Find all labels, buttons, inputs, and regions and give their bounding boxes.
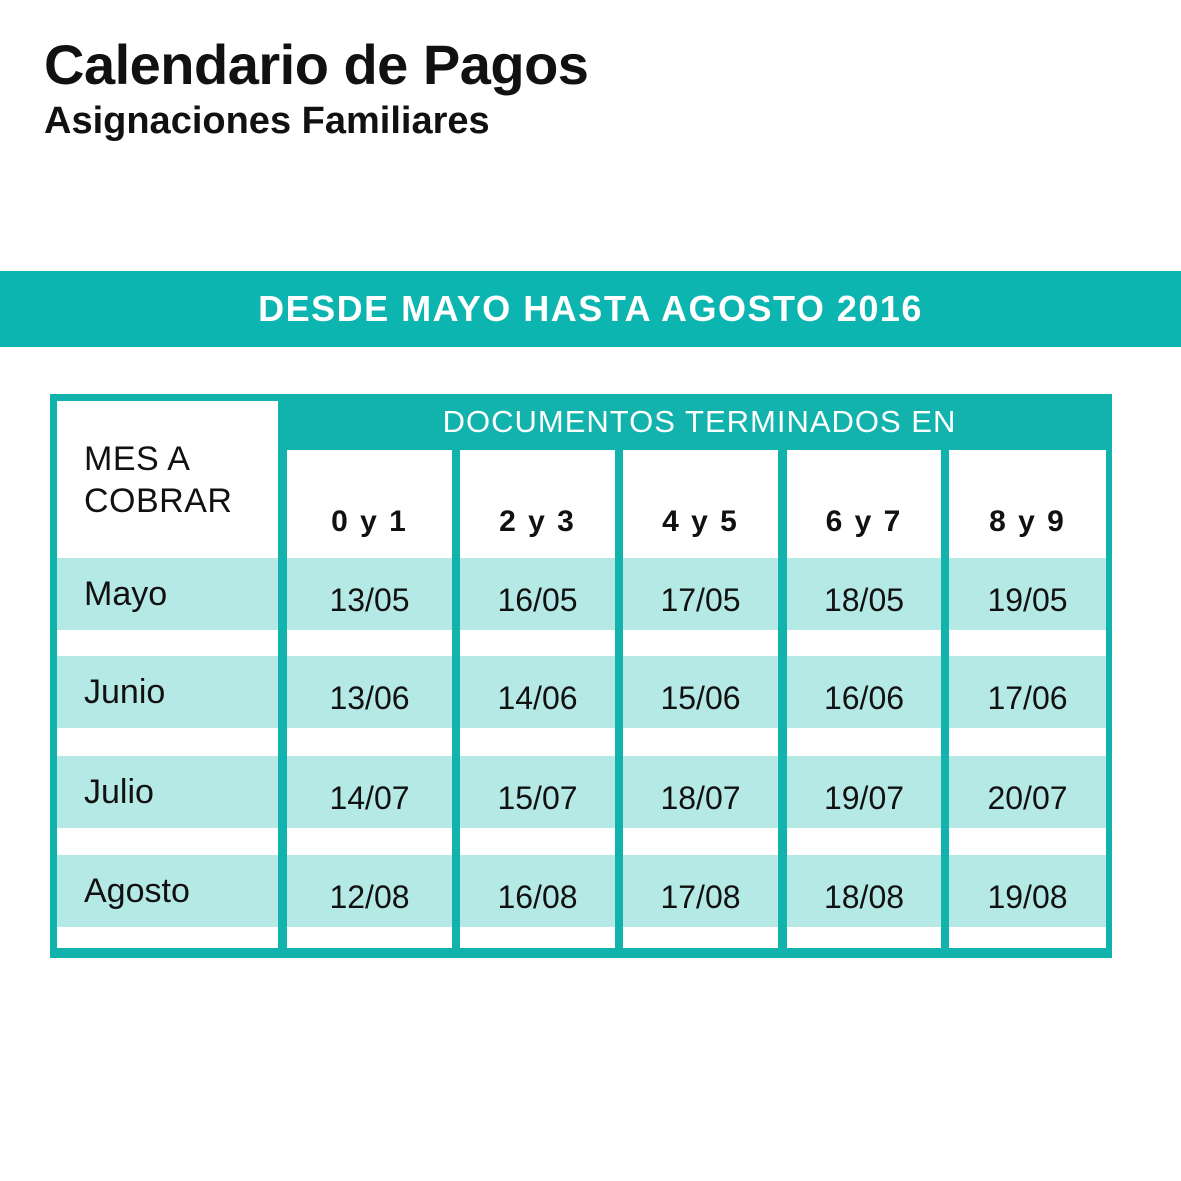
- date-cell: 16/08: [497, 878, 578, 915]
- date-cell: 17/05: [660, 581, 741, 618]
- date-cell: 14/07: [329, 779, 410, 816]
- date-cell: 19/08: [987, 878, 1068, 915]
- date-cell: 17/08: [660, 878, 741, 915]
- date-cell: 18/07: [660, 779, 741, 816]
- payment-schedule-table: [50, 394, 1112, 958]
- documents-header: DOCUMENTOS TERMINADOS EN: [442, 404, 957, 439]
- period-banner-text: DESDE MAYO HASTA AGOSTO 2016: [258, 288, 923, 329]
- date-cell: 15/07: [497, 779, 578, 816]
- page-title: Calendario de Pagos: [44, 33, 589, 96]
- month-cell: Agosto: [84, 871, 190, 910]
- digits-header-8-9: 8 y 9: [989, 505, 1066, 538]
- date-cell: 18/08: [823, 878, 905, 915]
- month-cell: Mayo: [84, 574, 168, 613]
- period-banner: [0, 271, 1181, 347]
- date-cell: 16/05: [497, 581, 578, 618]
- month-column-header-line-2: COBRAR: [84, 482, 233, 520]
- month-cell: Julio: [84, 772, 154, 811]
- digits-header-2-3: 2 y 3: [499, 505, 576, 538]
- date-cell: 14/06: [497, 679, 578, 716]
- date-cell: 16/06: [823, 679, 905, 716]
- month-column-header-line-1: MES A: [84, 440, 191, 478]
- date-cell: 17/06: [987, 679, 1068, 716]
- date-cell: 13/05: [329, 581, 410, 618]
- page-subtitle: Asignaciones Familiares: [44, 100, 490, 142]
- date-cell: 18/05: [823, 581, 905, 618]
- date-cell: 19/05: [987, 581, 1068, 618]
- digits-header-6-7: 6 y 7: [825, 505, 903, 538]
- digits-header-4-5: 4 y 5: [662, 505, 739, 538]
- date-cell: 15/06: [660, 679, 741, 716]
- month-column-header: [84, 438, 284, 522]
- date-cell: 19/07: [823, 779, 905, 816]
- digits-header-0-1: 0 y 1: [331, 505, 408, 538]
- month-cell: Junio: [84, 672, 166, 711]
- date-cell: 13/06: [329, 679, 410, 716]
- date-cell: 20/07: [987, 779, 1068, 816]
- date-cell: 12/08: [329, 878, 410, 915]
